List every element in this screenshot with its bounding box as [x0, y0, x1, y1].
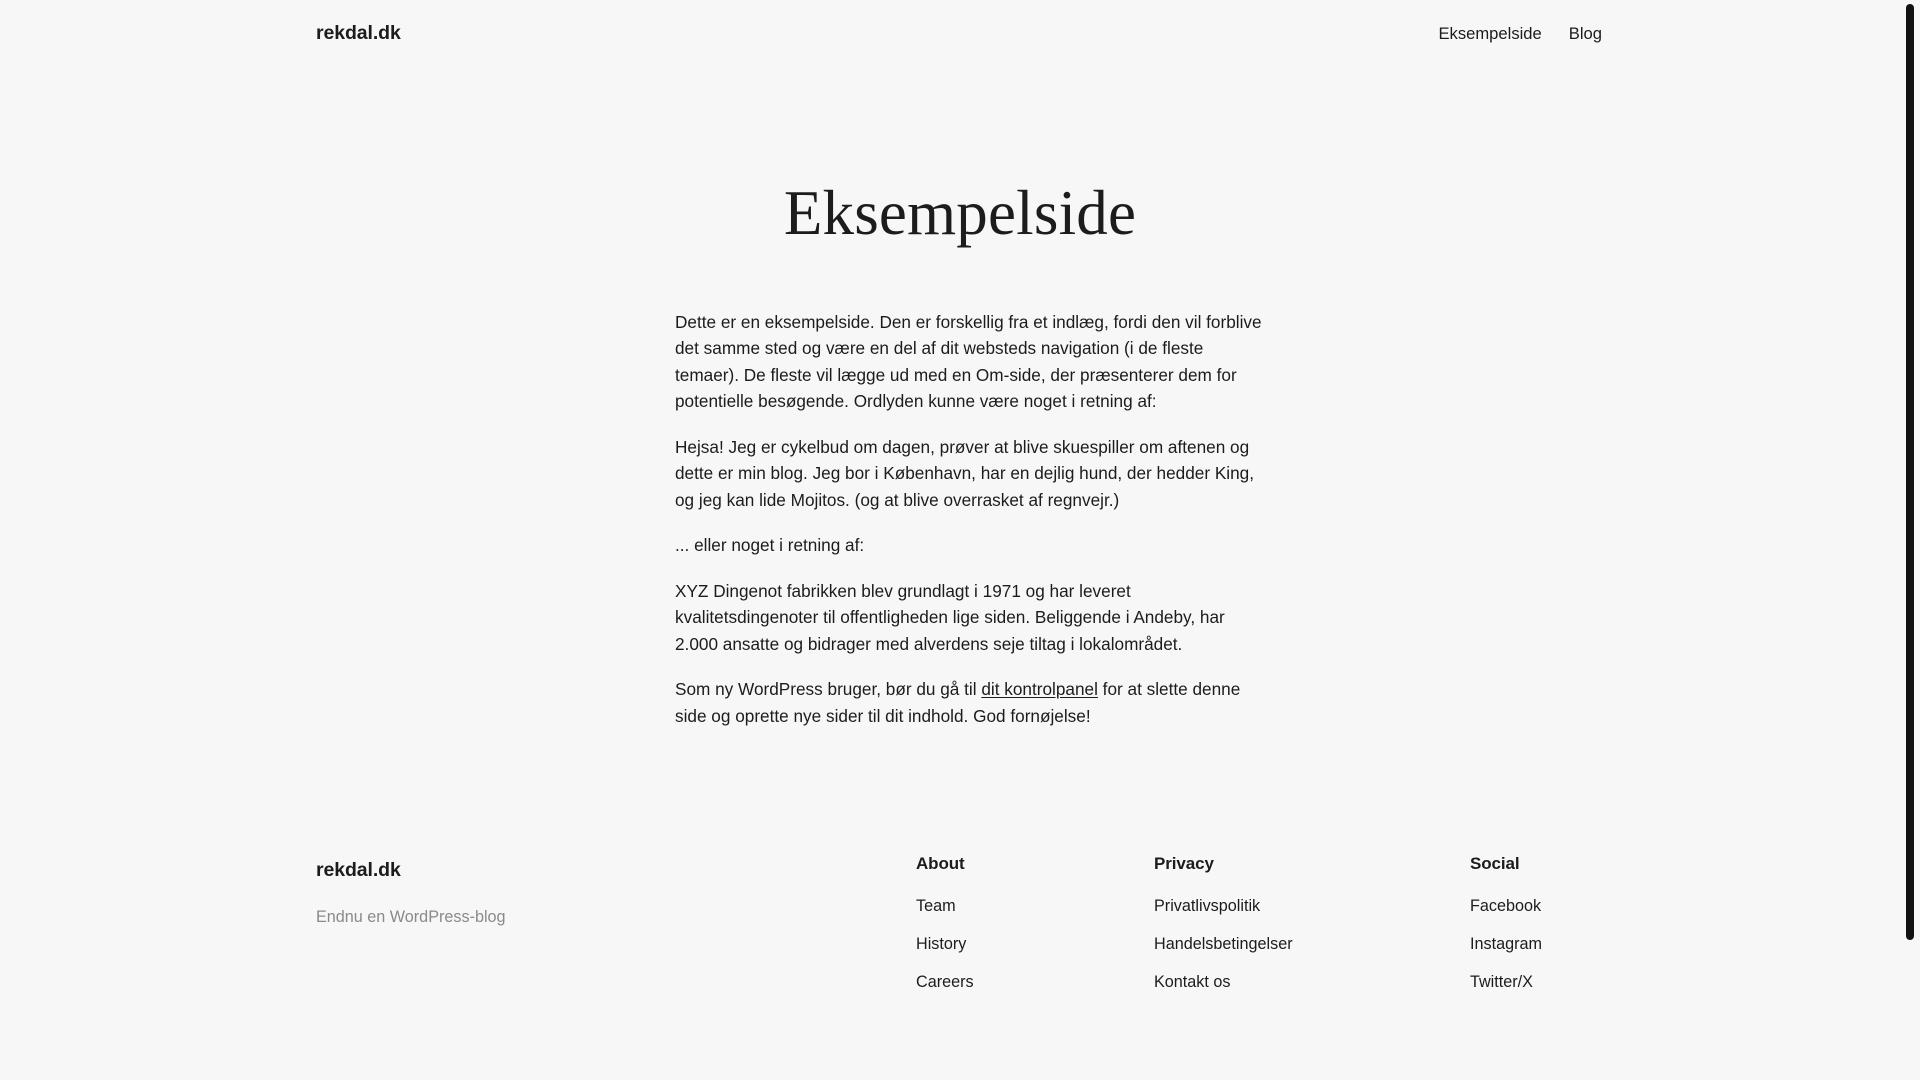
- dashboard-hint-after: for at slette denne side og oprette nye sider til dit indhold. God fornøjelse!: [675, 679, 1241, 726]
- vertical-scrollbar-thumb[interactable]: [1906, 4, 1914, 940]
- dashboard-link[interactable]: dit kontrolpanel: [981, 679, 1098, 700]
- footer-heading-about: About: [916, 854, 965, 873]
- paragraph-sample-company: XYZ Dingenot fabrikken blev grundlagt i 1971 og har leveret kvalitetsdingenoter til offentligheden lige siden. Beliggende i Andeby, har 2.000 ansatte og bidrager med alverdens seje tiltag i lokalområdet.: [675, 580, 1225, 654]
- site-title-link[interactable]: rekdal.dk: [316, 22, 401, 45]
- paragraph-alternative-lead: ... eller noget i retning af:: [675, 535, 865, 556]
- footer-link-careers[interactable]: Careers: [916, 973, 974, 992]
- footer-link-handelsbetingelser[interactable]: Handelsbetingelser: [1154, 935, 1293, 954]
- footer-link-twitter-x[interactable]: Twitter/X: [1470, 973, 1533, 992]
- footer-link-kontakt-os[interactable]: Kontakt os: [1154, 973, 1231, 992]
- footer-column-privacy: [1154, 855, 1470, 991]
- page-title: Eksempelside: [783, 178, 1137, 248]
- paragraph-sample-bio: Hejsa! Jeg er cykelbud om dagen, prøver at blive skuespiller om aftenen og dette er min blog. Jeg bor i København, har en dejlig hund, der hedder King, og jeg kan lide Mojitos. (og at blive overrasket af regnvejr.): [675, 436, 1255, 510]
- dashboard-hint-before: Som ny WordPress bruger, bør du gå til: [675, 679, 982, 700]
- site-header: [0, 0, 1920, 68]
- nav-item-eksempelside[interactable]: Eksempelside: [1438, 23, 1542, 43]
- footer-brand: [316, 855, 916, 991]
- footer-link-columns: [916, 855, 1708, 991]
- footer-link-instagram[interactable]: Instagram: [1470, 935, 1542, 954]
- footer-link-team[interactable]: Team: [916, 897, 956, 915]
- footer-link-privatlivspolitik[interactable]: Privatlivspolitik: [1154, 897, 1261, 915]
- main-content: [0, 178, 1920, 729]
- site-footer: [0, 855, 1920, 991]
- paragraph-intro: Dette er en eksempelside. Den er forskellig fra et indlæg, fordi den vil forblive det samme sted og være en del af dit websteds navigation (i de fleste temaer). De fleste vil lægge ud med en Om-side, der præsenterer dem for potentielle besøgende. Ordlyden kunne være noget i retning af:: [675, 311, 1262, 412]
- footer-link-history[interactable]: History: [916, 935, 967, 954]
- footer-column-social: [1470, 855, 1708, 991]
- footer-heading-privacy: Privacy: [1154, 854, 1214, 873]
- paragraph-dashboard-hint: [675, 676, 1270, 729]
- footer-heading-social: Social: [1470, 854, 1520, 873]
- primary-navigation: [1438, 23, 1602, 43]
- footer-column-about: [916, 855, 1154, 991]
- footer-tagline: Endnu en WordPress-blog: [316, 907, 506, 926]
- footer-site-title-link[interactable]: rekdal.dk: [316, 859, 401, 881]
- nav-item-blog[interactable]: Blog: [1568, 23, 1602, 43]
- footer-link-facebook[interactable]: Facebook: [1470, 897, 1542, 915]
- vertical-scrollbar-track[interactable]: [1900, 0, 1920, 1080]
- entry-content: [650, 309, 1270, 730]
